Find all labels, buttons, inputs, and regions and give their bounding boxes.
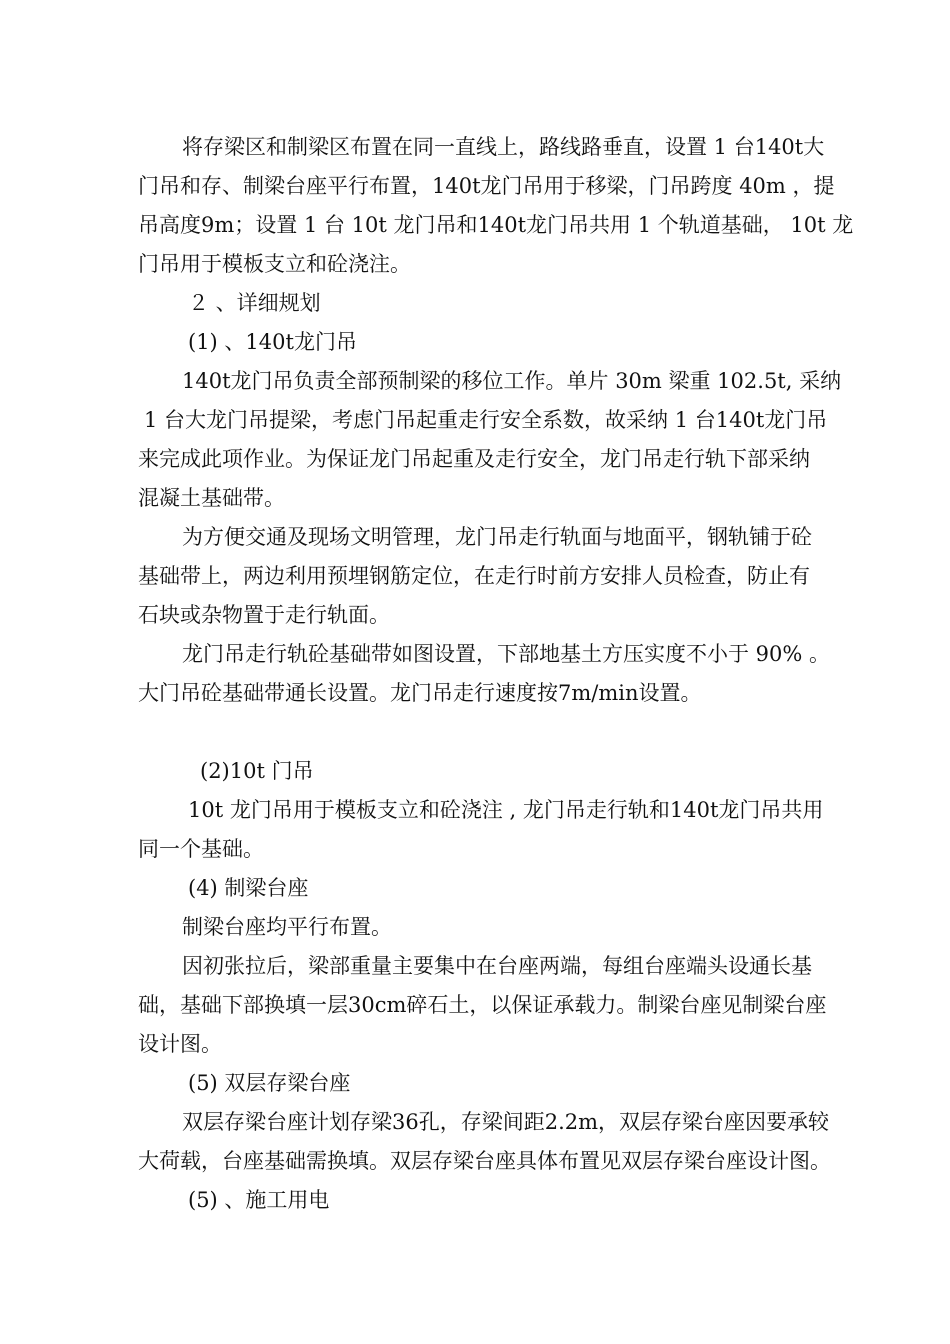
paragraph-line: 吊高度9m；设置 1 台 10t 龙门吊和140t龙门吊共用 1 个轨道基础， 10t 龙 [138, 213, 854, 237]
paragraph-line: 大门吊砼基础带通长设置。龙门吊走行速度按7m/min设置。 [138, 681, 702, 705]
paragraph-line: 石块或杂物置于走行轨面。 [138, 603, 390, 627]
subsection-heading: (5) 双层存梁台座 [188, 1071, 351, 1095]
paragraph-line: 础，基础下部换填一层30cm碎石土，以保证承载力。制梁台座见制梁台座 [138, 993, 827, 1017]
paragraph-line: 制梁台座均平行布置。 [182, 915, 392, 939]
paragraph-line: 门吊和存、制梁台座平行布置，140t龙门吊用于移梁，门吊跨度 40m ，提 [138, 174, 835, 198]
paragraph-line: 因初张拉后，梁部重量主要集中在台座两端，每组台座端头设通长基 [182, 954, 812, 978]
subsection-heading: (2)10t 门吊 [200, 759, 314, 783]
paragraph-line: 140t龙门吊负责全部预制梁的移位工作。单片 30m 梁重 102.5t, 采纳 [182, 369, 842, 393]
paragraph-line: 1 台大龙门吊提梁，考虑门吊起重走行安全系数，故采纳 1 台140t龙门吊 [144, 408, 828, 432]
subsection-heading: (4) 制梁台座 [188, 876, 309, 900]
paragraph-line: 双层存梁台座计划存梁36孔，存梁间距2.2m，双层存梁台座因要承较 [182, 1110, 830, 1134]
paragraph-line: 大荷载，台座基础需换填。双层存梁台座具体布置见双层存梁台座设计图。 [138, 1149, 831, 1173]
subsection-heading: (1) 、140t龙门吊 [188, 330, 357, 354]
paragraph-line: 同一个基础。 [138, 837, 264, 861]
paragraph-line: 混凝土基础带。 [138, 486, 285, 510]
paragraph-line: 为方便交通及现场文明管理，龙门吊走行轨面与地面平，钢轨铺于砼 [182, 525, 812, 549]
paragraph-line: 门吊用于模板支立和砼浇注。 [138, 252, 411, 276]
subsection-heading: (5) 、施工用电 [188, 1188, 330, 1212]
paragraph-line: 将存梁区和制梁区布置在同一直线上，路线路垂直，设置 1 台140t大 [182, 135, 825, 159]
section-heading: ２ 、详细规划 [188, 291, 321, 315]
paragraph-line: 来完成此项作业。为保证龙门吊起重及走行安全，龙门吊走行轨下部采纳 [138, 447, 810, 471]
paragraph-line: 10t 龙门吊用于模板支立和砼浇注 , 龙门吊走行轨和140t龙门吊共用 [188, 798, 824, 822]
paragraph-line: 基础带上，两边利用预埋钢筋定位，在走行时前方安排人员检查，防止有 [138, 564, 810, 588]
paragraph-line: 龙门吊走行轨砼基础带如图设置，下部地基土方压实度不小于 90% 。 [182, 642, 831, 666]
paragraph-line: 设计图。 [138, 1032, 222, 1056]
